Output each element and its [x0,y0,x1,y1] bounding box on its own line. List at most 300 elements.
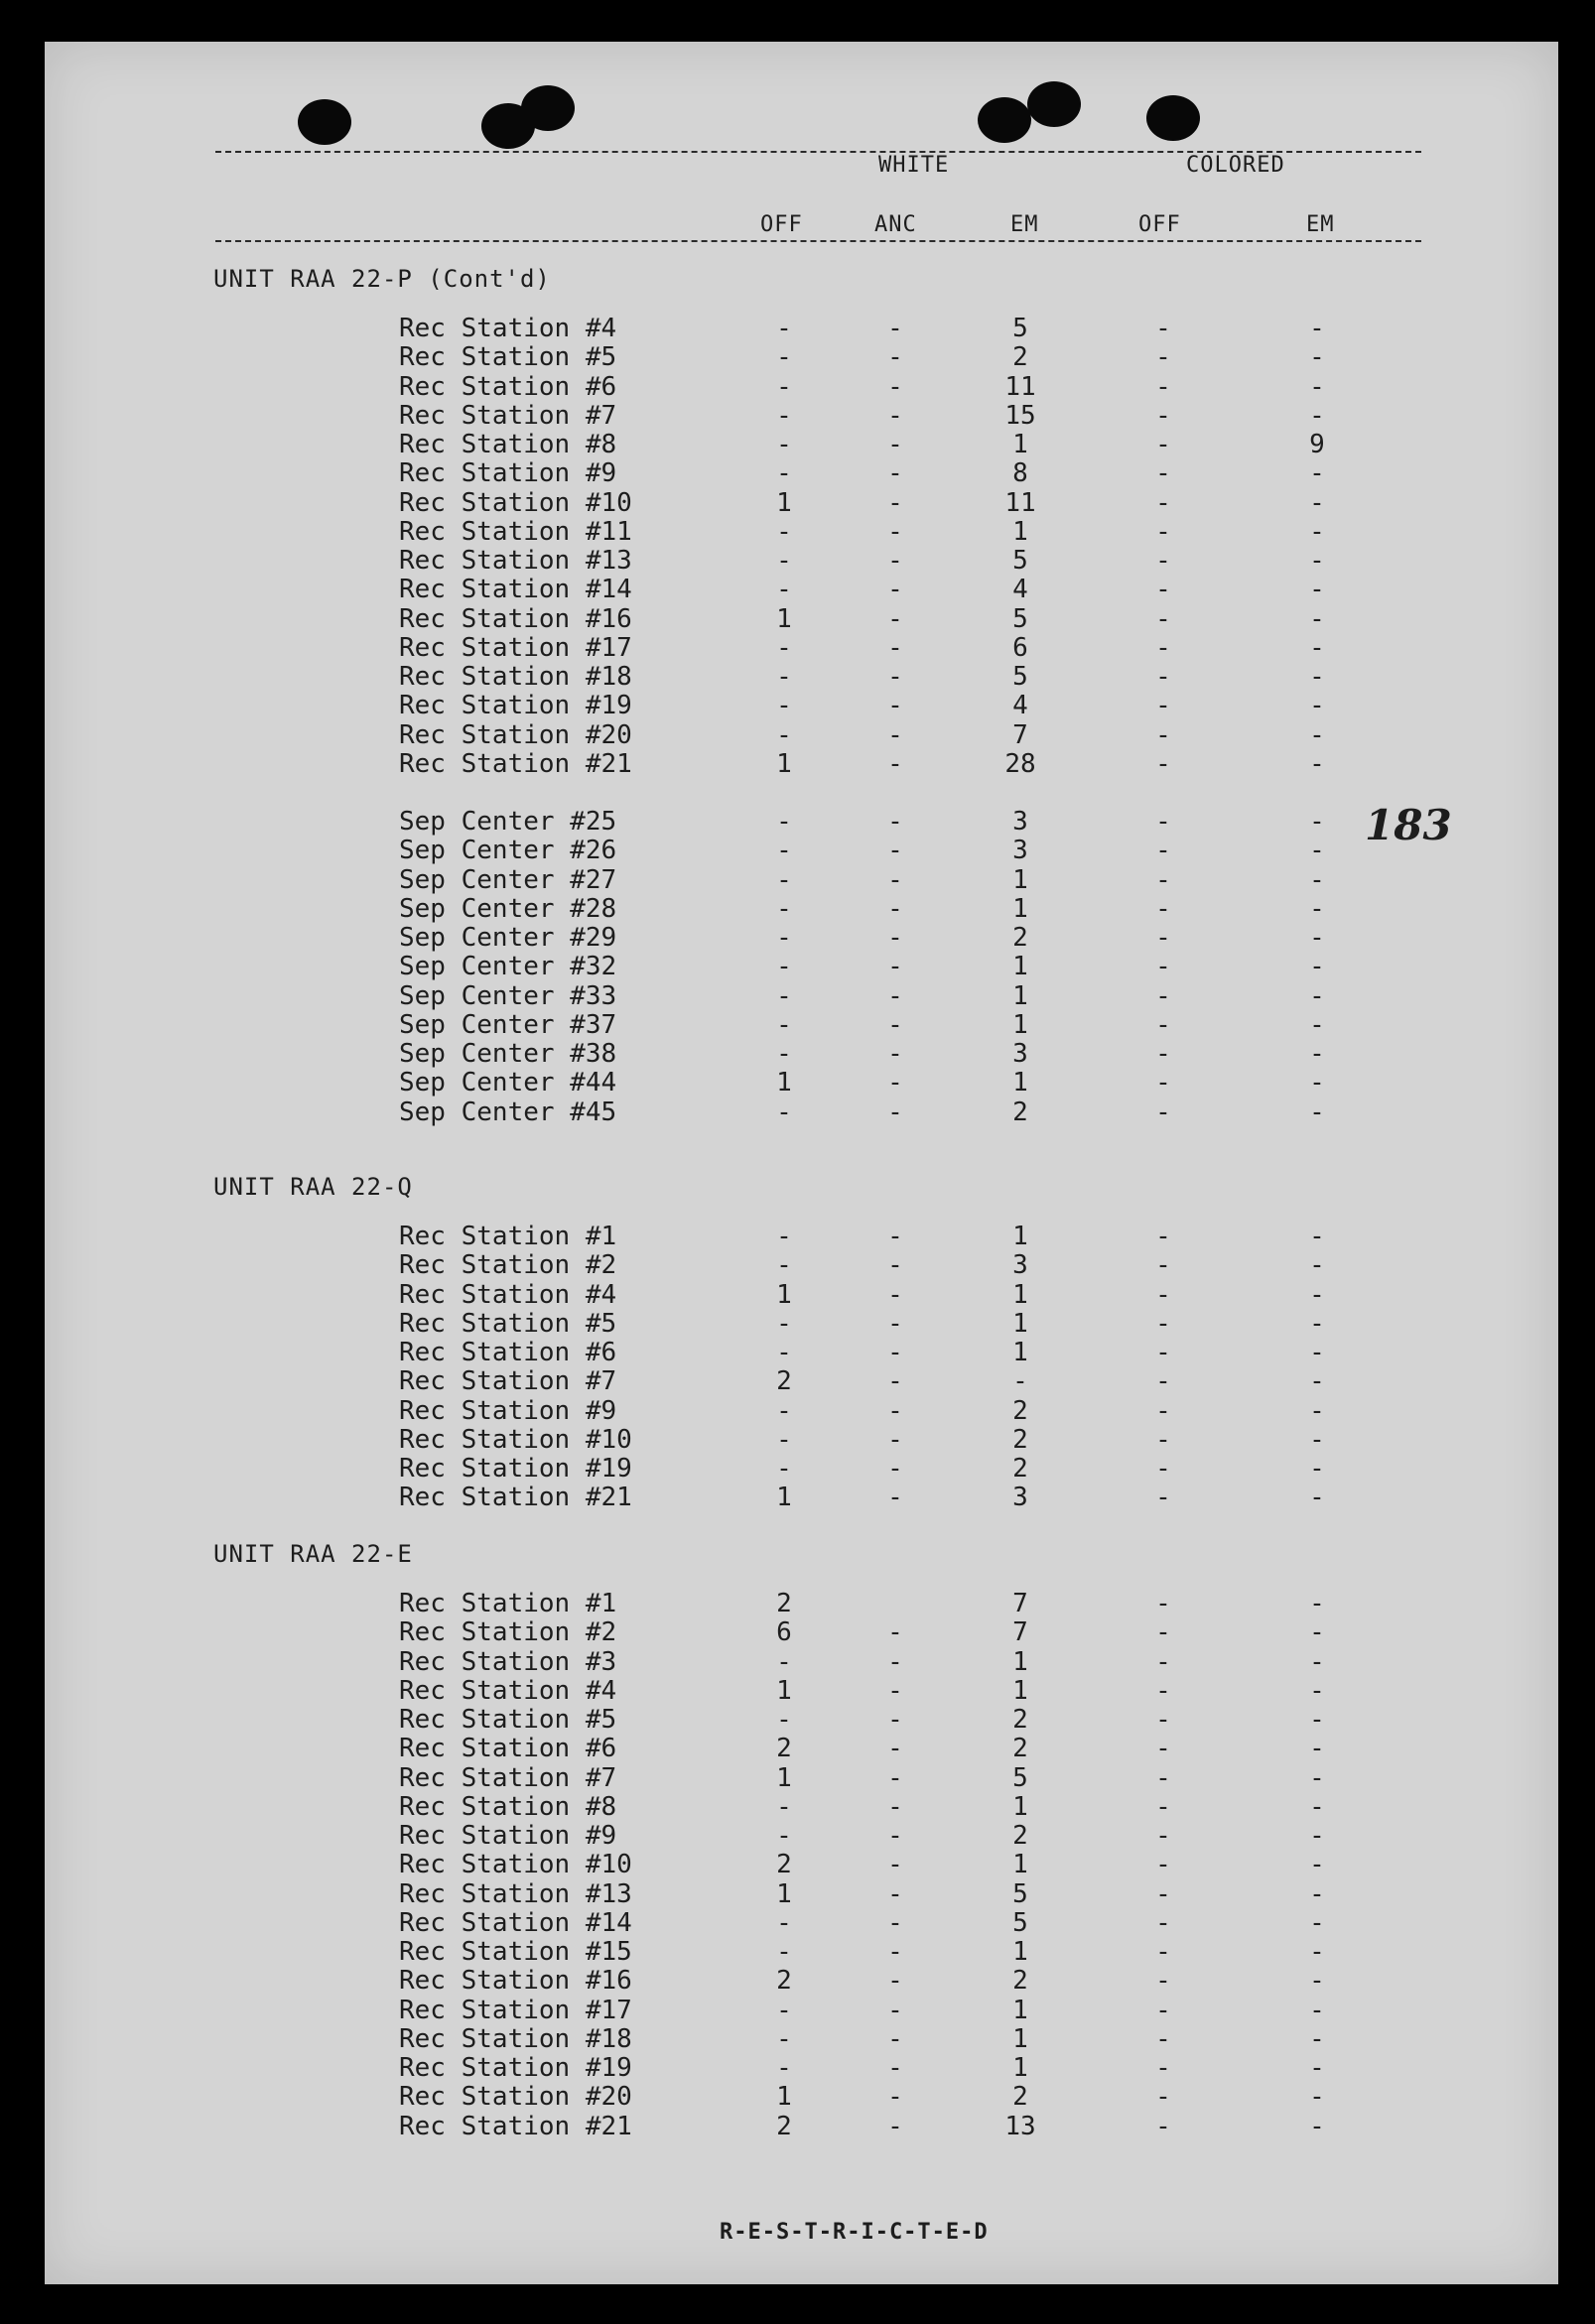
cell-cem: - [1309,633,1325,663]
cell-off: - [776,575,792,604]
cell-anc: - [887,430,903,459]
table-row [45,1251,1434,1280]
cell-cem: - [1309,314,1325,343]
cell-anc: - [887,1821,903,1851]
cell-coff: - [1155,1338,1171,1367]
header-col-em: EM [1010,212,1039,237]
cell-off: - [776,662,792,692]
cell-em: 8 [1012,458,1028,488]
cell-anc: - [887,807,903,837]
cell-coff: - [1155,1068,1171,1097]
header-col-off: OFF [760,212,803,237]
cell-anc: - [887,1222,903,1251]
table-row [45,1397,1434,1426]
cell-coff: - [1155,1996,1171,2025]
table-row [45,721,1434,750]
cell-em: 1 [1012,1850,1028,1879]
cell-off: - [776,314,792,343]
cell-off: - [776,1705,792,1735]
cell-coff: - [1155,1850,1171,1879]
cell-coff: - [1155,2053,1171,2083]
cell-em: 11 [1004,488,1036,518]
cell-anc: - [887,458,903,488]
cell-em: 1 [1012,2024,1028,2054]
cell-cem: - [1309,1280,1325,1310]
cell-coff: - [1155,1589,1171,1618]
cell-off: - [776,1222,792,1251]
punch-hole [298,99,351,145]
row-label: Sep Center #27 [399,865,617,895]
row-label: Rec Station #1 [399,1589,617,1618]
cell-em: 3 [1012,1039,1028,1069]
row-label: Rec Station #8 [399,430,617,459]
cell-anc: - [887,1483,903,1512]
cell-coff: - [1155,1396,1171,1426]
cell-em: 1 [1012,1647,1028,1677]
table-row [45,982,1434,1011]
cell-coff: - [1155,1366,1171,1396]
cell-off: - [776,981,792,1011]
cell-cem: - [1309,865,1325,895]
cell-em: 2 [1012,1966,1028,1996]
cell-em: 7 [1012,720,1028,750]
cell-em: 3 [1012,836,1028,865]
cell-off: 6 [776,1617,792,1647]
row-label: Rec Station #8 [399,1792,617,1822]
cell-coff: - [1155,894,1171,924]
table-row [45,808,1434,837]
row-label: Rec Station #19 [399,2053,632,2083]
cell-off: - [776,342,792,372]
cell-em: 5 [1012,546,1028,576]
cell-cem: - [1309,546,1325,576]
table-row [45,866,1434,895]
cell-off: - [776,1792,792,1822]
row-label: Rec Station #7 [399,401,617,431]
punch-hole [1027,81,1081,127]
cell-coff: - [1155,720,1171,750]
cell-anc: - [887,749,903,779]
row-label: Sep Center #44 [399,1068,617,1097]
cell-anc: - [887,1010,903,1040]
cell-anc: - [887,1996,903,2025]
cell-off: - [776,720,792,750]
cell-off: - [776,1996,792,2025]
cell-anc: - [887,2112,903,2141]
cell-em: 2 [1012,1396,1028,1426]
cell-anc: - [887,633,903,663]
cell-anc: - [887,691,903,720]
row-label: Rec Station #5 [399,342,617,372]
table-row [45,547,1434,576]
cell-anc: - [887,1309,903,1339]
cell-coff: - [1155,401,1171,431]
table-row [45,518,1434,547]
cell-em: - [1012,1366,1028,1396]
table-row [45,692,1434,720]
cell-anc: - [887,1937,903,1967]
cell-coff: - [1155,1821,1171,1851]
cell-cem: - [1309,488,1325,518]
table-row [45,924,1434,953]
cell-em: 1 [1012,2053,1028,2083]
row-label: Rec Station #9 [399,1396,617,1426]
table-row [45,1938,1434,1967]
cell-coff: - [1155,1763,1171,1793]
cell-anc: - [887,1396,903,1426]
cell-coff: - [1155,1705,1171,1735]
section-title: UNIT RAA 22-P (Cont'd) [213,265,551,293]
cell-anc: - [887,952,903,981]
cell-em: 1 [1012,981,1028,1011]
table-row [45,1367,1434,1396]
row-label: Rec Station #17 [399,1996,632,2025]
cell-off: - [776,1647,792,1677]
cell-coff: - [1155,749,1171,779]
row-label: Sep Center #28 [399,894,617,924]
row-label: Rec Station #21 [399,1483,632,1512]
table-row [45,402,1434,431]
row-label: Rec Station #1 [399,1222,617,1251]
cell-off: - [776,1097,792,1127]
cell-cem: - [1309,1483,1325,1512]
cell-cem: - [1309,1396,1325,1426]
cell-coff: - [1155,604,1171,634]
cell-anc: - [887,2082,903,2112]
cell-coff: - [1155,1222,1171,1251]
cell-cem: - [1309,662,1325,692]
cell-cem: - [1309,691,1325,720]
cell-cem: - [1309,952,1325,981]
row-label: Rec Station #10 [399,1850,632,1879]
table-row [45,1997,1434,2025]
footer-restricted: R-E-S-T-R-I-C-T-E-D [720,2220,989,2245]
table-row [45,1677,1434,1706]
cell-anc: - [887,1338,903,1367]
cell-off: 2 [776,1589,792,1618]
cell-coff: - [1155,1454,1171,1484]
cell-coff: - [1155,517,1171,547]
cell-cem: - [1309,1039,1325,1069]
cell-off: - [776,1425,792,1455]
row-label: Rec Station #21 [399,2112,632,2141]
cell-cem: - [1309,1425,1325,1455]
cell-anc: - [887,894,903,924]
cell-em: 1 [1012,1222,1028,1251]
cell-off: - [776,923,792,953]
cell-cem: - [1309,923,1325,953]
table-row [45,1735,1434,1763]
cell-off: - [776,1821,792,1851]
cell-anc: - [887,372,903,402]
cell-anc: - [887,720,903,750]
section-title: UNIT RAA 22-Q [213,1173,413,1201]
cell-em: 5 [1012,1763,1028,1793]
table-row [45,605,1434,634]
cell-cem: 9 [1309,430,1325,459]
row-label: Sep Center #25 [399,807,617,837]
table-row [45,431,1434,459]
cell-em: 5 [1012,662,1028,692]
cell-off: - [776,2024,792,2054]
cell-coff: - [1155,1647,1171,1677]
cell-anc: - [887,1097,903,1127]
cell-em: 1 [1012,517,1028,547]
cell-cem: - [1309,836,1325,865]
cell-anc: - [887,1425,903,1455]
cell-cem: - [1309,1068,1325,1097]
cell-em: 2 [1012,1454,1028,1484]
table-row [45,750,1434,779]
cell-em: 3 [1012,1250,1028,1280]
cell-em: 3 [1012,807,1028,837]
table-row [45,1281,1434,1310]
table-row [45,1590,1434,1618]
cell-coff: - [1155,981,1171,1011]
header-colored: COLORED [1186,153,1285,178]
cell-off: - [776,1454,792,1484]
table-row [45,2113,1434,2141]
cell-coff: - [1155,575,1171,604]
cell-cem: - [1309,2053,1325,2083]
table-row [45,953,1434,981]
cell-anc: - [887,1676,903,1706]
cell-coff: - [1155,1250,1171,1280]
cell-off: - [776,865,792,895]
row-label: Rec Station #3 [399,1647,617,1677]
cell-coff: - [1155,1734,1171,1763]
cell-em: 1 [1012,1996,1028,2025]
cell-off: 1 [776,604,792,634]
cell-cem: - [1309,1454,1325,1484]
cell-anc: - [887,2053,903,2083]
table-row [45,1011,1434,1040]
table-row [45,1793,1434,1822]
table-row [45,343,1434,372]
cell-cem: - [1309,1763,1325,1793]
table-row [45,1484,1434,1512]
cell-cem: - [1309,1908,1325,1938]
row-label: Rec Station #18 [399,2024,632,2054]
cell-off: 1 [776,1068,792,1097]
cell-off: - [776,691,792,720]
cell-off: 1 [776,488,792,518]
row-label: Rec Station #14 [399,1908,632,1938]
cell-cem: - [1309,1222,1325,1251]
cell-anc: - [887,1250,903,1280]
table-row [45,1648,1434,1677]
cell-cem: - [1309,2024,1325,2054]
cell-coff: - [1155,342,1171,372]
cell-anc: - [887,1792,903,1822]
table-row [45,1069,1434,1097]
cell-off: 2 [776,1734,792,1763]
cell-em: 1 [1012,1792,1028,1822]
row-label: Rec Station #11 [399,517,632,547]
header-col-colored-em: EM [1306,212,1335,237]
cell-coff: - [1155,662,1171,692]
cell-off: 1 [776,1676,792,1706]
cell-em: 1 [1012,1010,1028,1040]
punch-hole [521,85,575,131]
row-label: Rec Station #15 [399,1937,632,1967]
cell-anc: - [887,1850,903,1879]
cell-anc: - [887,401,903,431]
table-row [45,1310,1434,1339]
cell-off: - [776,1039,792,1069]
cell-coff: - [1155,2024,1171,2054]
table-row [45,1339,1434,1367]
row-label: Rec Station #6 [399,1734,617,1763]
cell-anc: - [887,836,903,865]
cell-cem: - [1309,1309,1325,1339]
cell-cem: - [1309,1879,1325,1909]
cell-off: - [776,1396,792,1426]
cell-anc: - [887,923,903,953]
cell-off: - [776,372,792,402]
section-title: UNIT RAA 22-E [213,1540,413,1568]
table-row [45,1706,1434,1735]
row-label: Sep Center #29 [399,923,617,953]
row-label: Rec Station #7 [399,1366,617,1396]
cell-em: 1 [1012,1309,1028,1339]
page-number: 183 [1365,801,1452,849]
cell-anc: - [887,1908,903,1938]
cell-cem: - [1309,1705,1325,1735]
cell-em: 6 [1012,633,1028,663]
cell-em: 5 [1012,604,1028,634]
cell-off: 1 [776,749,792,779]
cell-em: 5 [1012,314,1028,343]
cell-cem: - [1309,401,1325,431]
cell-cem: - [1309,517,1325,547]
cell-coff: - [1155,807,1171,837]
cell-cem: - [1309,1850,1325,1879]
cell-coff: - [1155,430,1171,459]
cell-coff: - [1155,1483,1171,1512]
row-label: Rec Station #5 [399,1309,617,1339]
cell-cem: - [1309,2112,1325,2141]
header-white: WHITE [878,153,950,178]
table-row [45,2054,1434,2083]
cell-off: - [776,1937,792,1967]
cell-off: 1 [776,1280,792,1310]
cell-cem: - [1309,1338,1325,1367]
cell-anc: - [887,314,903,343]
cell-em: 1 [1012,1937,1028,1967]
cell-off: 1 [776,2082,792,2112]
cell-anc: - [887,1966,903,1996]
row-label: Rec Station #5 [399,1705,617,1735]
cell-em: 5 [1012,1908,1028,1938]
cell-cem: - [1309,1647,1325,1677]
cell-off: 2 [776,1966,792,1996]
cell-coff: - [1155,1617,1171,1647]
cell-off: 2 [776,1366,792,1396]
cell-off: - [776,401,792,431]
table-row [45,2083,1434,2112]
cell-coff: - [1155,1280,1171,1310]
table-row [45,663,1434,692]
cell-coff: - [1155,865,1171,895]
cell-em: 2 [1012,1097,1028,1127]
cell-coff: - [1155,1937,1171,1967]
cell-em: 7 [1012,1617,1028,1647]
cell-em: 2 [1012,1734,1028,1763]
table-row [45,1040,1434,1069]
cell-coff: - [1155,1010,1171,1040]
cell-cem: - [1309,1966,1325,1996]
cell-anc: - [887,604,903,634]
table-row [45,1909,1434,1938]
cell-cem: - [1309,372,1325,402]
cell-cem: - [1309,807,1325,837]
cell-coff: - [1155,1908,1171,1938]
table-row [45,1851,1434,1879]
row-label: Rec Station #19 [399,691,632,720]
cell-coff: - [1155,2112,1171,2141]
cell-anc: - [887,1454,903,1484]
cell-em: 2 [1012,1821,1028,1851]
row-label: Rec Station #10 [399,1425,632,1455]
cell-cem: - [1309,1996,1325,2025]
table-row [45,634,1434,663]
cell-off: - [776,458,792,488]
table-row [45,459,1434,488]
table-row [45,1223,1434,1251]
table-row [45,895,1434,924]
cell-cem: - [1309,1010,1325,1040]
cell-coff: - [1155,836,1171,865]
table-row [45,489,1434,518]
cell-cem: - [1309,1734,1325,1763]
cell-anc: - [887,546,903,576]
row-label: Sep Center #45 [399,1097,617,1127]
cell-cem: - [1309,1589,1325,1618]
cell-coff: - [1155,1879,1171,1909]
cell-anc: - [887,1068,903,1097]
row-label: Rec Station #19 [399,1454,632,1484]
cell-anc: - [887,1705,903,1735]
row-label: Rec Station #14 [399,575,632,604]
header-rule-bottom [215,240,1421,242]
cell-anc: - [887,2024,903,2054]
row-label: Rec Station #6 [399,372,617,402]
cell-anc: - [887,517,903,547]
header-col-colored-off: OFF [1138,212,1181,237]
cell-cem: - [1309,720,1325,750]
cell-cem: - [1309,1366,1325,1396]
cell-cem: - [1309,749,1325,779]
table-row [45,1098,1434,1127]
cell-cem: - [1309,575,1325,604]
cell-cem: - [1309,1676,1325,1706]
cell-anc: - [887,1647,903,1677]
cell-anc: - [887,865,903,895]
cell-cem: - [1309,2082,1325,2112]
cell-anc: - [887,1280,903,1310]
row-label: Rec Station #16 [399,1966,632,1996]
row-label: Rec Station #9 [399,458,617,488]
cell-coff: - [1155,633,1171,663]
cell-coff: - [1155,1039,1171,1069]
cell-anc: - [887,981,903,1011]
cell-anc: - [887,1763,903,1793]
cell-coff: - [1155,458,1171,488]
cell-coff: - [1155,1097,1171,1127]
table-row [45,837,1434,865]
cell-em: 1 [1012,865,1028,895]
